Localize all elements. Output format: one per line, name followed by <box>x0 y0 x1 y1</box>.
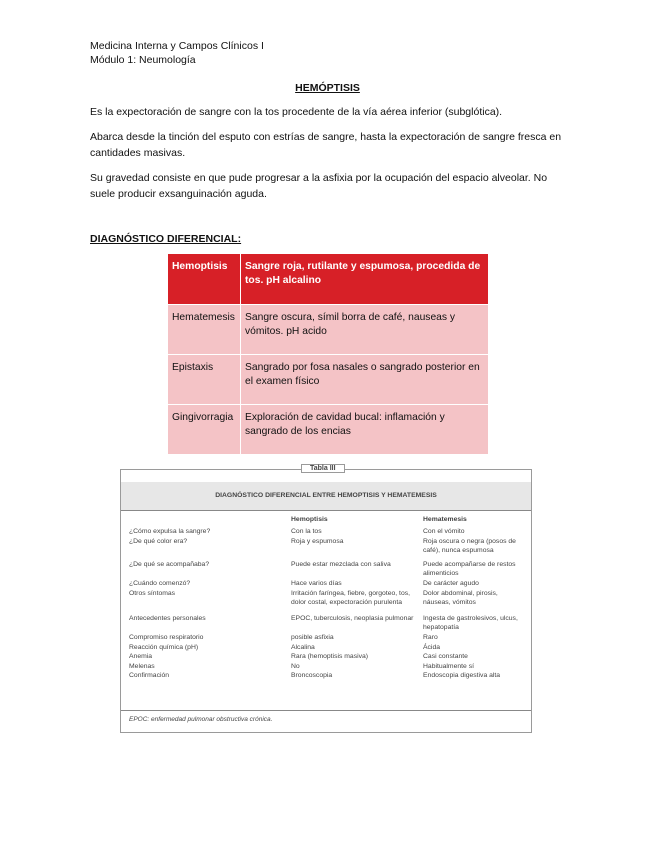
description-cell: Sangre roja, rutilante y espumosa, procedida de tos. pH alcalino <box>241 254 489 304</box>
course-name: Medicina Interna y Campos Clínicos I <box>90 40 264 52</box>
module-name: Módulo 1: Neumología <box>90 54 196 66</box>
table-row <box>168 405 488 454</box>
section-heading: DIAGNÓSTICO DIFERENCIAL: <box>90 233 242 245</box>
col-header-hemoptisis: Hemoptisis <box>291 516 328 523</box>
page-title: HEMÓPTISIS <box>295 82 360 94</box>
table-row <box>168 254 488 304</box>
description-cell: Sangre oscura, símil borra de café, nauseas y vómitos. pH acido <box>241 305 489 354</box>
col-header-hematemesis: Hematemesis <box>423 516 467 523</box>
scanned-table-image <box>120 465 532 733</box>
header-row <box>127 514 525 527</box>
table-label: Tabla III <box>301 464 345 473</box>
term-cell: Epistaxis <box>168 355 241 404</box>
term-cell: Hemoptisis <box>168 254 241 304</box>
comparison-table <box>127 514 525 681</box>
table-row <box>168 305 488 354</box>
table-row: Antecedentes personales EPOC, tuberculosis, neoplasia pulmonar Ingesta de gastrolesivos, ulcus, hepatopatía <box>129 614 518 632</box>
table-row: ¿Cómo expulsa la sangre? Con la tos Con el vómito <box>129 528 465 535</box>
table-row: ¿De qué se acompañaba? Puede estar mezclada con saliva Puede acompañarse de restos alimenticios <box>129 560 516 578</box>
description-cell: Exploración de cavidad bucal: inflamación y sangrado de los encias <box>241 405 489 454</box>
description-cell: Sangrado por fosa nasales o sangrado posterior en el examen físico <box>241 355 489 404</box>
term-cell: Gingivorragia <box>168 405 241 454</box>
table-caption: DIAGNÓSTICO DIFERENCIAL ENTRE HEMOPTISIS Y HEMATEMESIS <box>215 492 437 499</box>
table-row: ¿De qué color era? Roja y espumosa Roja oscura o negra (posos de café), nunca espumosa <box>129 537 516 555</box>
document-header <box>90 39 264 67</box>
severity-paragraph: Su gravedad consiste en que pude progresar a la asfixia por la ocupación del espacio alveolar. No suele producir exsanguinación aguda. <box>90 172 548 200</box>
table-row <box>168 355 488 404</box>
range-paragraph: Abarca desde la tinción del esputo con estrías de sangre, hasta la expectoración de sangre fresca en cantidades masivas. <box>90 131 562 159</box>
table-row: ¿Cuándo comenzó? Hace varios días De carácter agudo <box>129 579 479 587</box>
term-cell: Hematemesis <box>168 305 241 354</box>
definition-paragraph: Es la expectoración de sangre con la tos procedente de la vía aérea inferior (subglótica). <box>90 106 503 118</box>
table-row: Melenas No Habitualmente sí <box>129 662 475 670</box>
table-footnote: EPOC: enfermedad pulmonar obstructiva crónica. <box>129 716 273 723</box>
table-row: Anemia Rara (hemoptisis masiva) Casi constante <box>129 653 468 661</box>
table-row: Confirmación Broncoscopia Endoscopia digestiva alta <box>129 672 501 680</box>
differential-table <box>168 254 488 454</box>
table-row: Otros síntomas Irritación faríngea, fiebre, gorgoteo, tos, dolor costal, expectoración purulenta Dolor abdominal, pirosis, náuseas, vómitos <box>129 589 498 607</box>
table-row: Reacción química (pH) Alcalina Ácida <box>129 643 441 651</box>
table-row: Compromiso respiratorio posible asfixia Raro <box>129 633 438 641</box>
